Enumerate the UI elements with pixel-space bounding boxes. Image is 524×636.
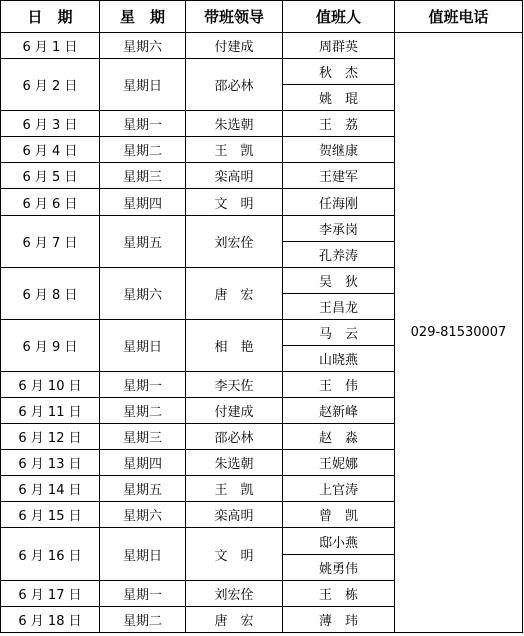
date-cell: 6 月 11 日 [1,398,100,424]
date-cell: 6 月 15 日 [1,502,100,528]
header-date: 日 期 [1,1,100,33]
leader-cell: 王 凯 [186,137,283,163]
staff-cell: 王 荔 [283,111,395,137]
date-cell: 6 月 13 日 [1,450,100,476]
date-cell: 6 月 3 日 [1,111,100,137]
date-cell: 6 月 10 日 [1,372,100,398]
date-cell: 6 月 18 日 [1,606,100,632]
header-phone: 值班电话 [395,1,523,33]
staff-cell: 薄 玮 [283,606,395,632]
leader-cell: 栾高明 [186,502,283,528]
staff-cell: 贺继康 [283,137,395,163]
weekday-cell: 星期四 [100,189,186,215]
weekday-cell: 星期五 [100,476,186,502]
staff-cell: 邸小燕 [283,528,395,554]
date-cell: 6 月 8 日 [1,267,100,319]
leader-cell: 文 明 [186,528,283,580]
staff-cell: 姚 琨 [283,85,395,111]
date-cell: 6 月 9 日 [1,319,100,371]
staff-cell: 王昌龙 [283,293,395,319]
leader-cell: 付建成 [186,33,283,59]
weekday-cell: 星期一 [100,111,186,137]
staff-cell: 任海刚 [283,189,395,215]
weekday-cell: 星期四 [100,450,186,476]
date-cell: 6 月 12 日 [1,424,100,450]
staff-cell: 王 栋 [283,580,395,606]
staff-cell: 赵新峰 [283,398,395,424]
weekday-cell: 星期一 [100,372,186,398]
weekday-cell: 星期六 [100,33,186,59]
date-cell: 6 月 6 日 [1,189,100,215]
header-staff: 值班人 [283,1,395,33]
staff-cell: 上官涛 [283,476,395,502]
date-cell: 6 月 5 日 [1,163,100,189]
date-cell: 6 月 1 日 [1,33,100,59]
staff-cell: 曾 凯 [283,502,395,528]
staff-cell: 周群英 [283,33,395,59]
staff-cell: 王 伟 [283,372,395,398]
weekday-cell: 星期二 [100,137,186,163]
staff-cell: 姚勇伟 [283,554,395,580]
weekday-cell: 星期日 [100,319,186,371]
phone-cell: 029-81530007 [395,33,523,633]
table-row [1,33,523,59]
staff-cell: 吴 狄 [283,267,395,293]
staff-cell: 秋 杰 [283,59,395,85]
date-cell: 6 月 4 日 [1,137,100,163]
staff-cell: 赵 淼 [283,424,395,450]
staff-cell: 孔养涛 [283,241,395,267]
leader-cell: 付建成 [186,398,283,424]
leader-cell: 刘宏佺 [186,215,283,267]
leader-cell: 唐 宏 [186,606,283,632]
leader-cell: 王 凯 [186,476,283,502]
leader-cell: 邵必林 [186,424,283,450]
leader-cell: 栾高明 [186,163,283,189]
staff-cell: 王建军 [283,163,395,189]
weekday-cell: 星期六 [100,502,186,528]
staff-cell: 王妮娜 [283,450,395,476]
weekday-cell: 星期日 [100,528,186,580]
leader-cell: 唐 宏 [186,267,283,319]
date-cell: 6 月 16 日 [1,528,100,580]
leader-cell: 李天佐 [186,372,283,398]
weekday-cell: 星期一 [100,580,186,606]
leader-cell: 相 艳 [186,319,283,371]
date-cell: 6 月 14 日 [1,476,100,502]
weekday-cell: 星期五 [100,215,186,267]
date-cell: 6 月 2 日 [1,59,100,111]
date-cell: 6 月 7 日 [1,215,100,267]
leader-cell: 朱选朝 [186,450,283,476]
leader-cell: 文 明 [186,189,283,215]
header-row [1,1,523,33]
staff-cell: 山晓燕 [283,345,395,371]
weekday-cell: 星期三 [100,424,186,450]
leader-cell: 朱选朝 [186,111,283,137]
leader-cell: 邵必林 [186,59,283,111]
weekday-cell: 星期六 [100,267,186,319]
weekday-cell: 星期二 [100,398,186,424]
staff-cell: 马 云 [283,319,395,345]
weekday-cell: 星期日 [100,59,186,111]
date-cell: 6 月 17 日 [1,580,100,606]
staff-cell: 李承岗 [283,215,395,241]
header-leader: 带班领导 [186,1,283,33]
header-weekday: 星 期 [100,1,186,33]
leader-cell: 刘宏佺 [186,580,283,606]
weekday-cell: 星期三 [100,163,186,189]
weekday-cell: 星期二 [100,606,186,632]
